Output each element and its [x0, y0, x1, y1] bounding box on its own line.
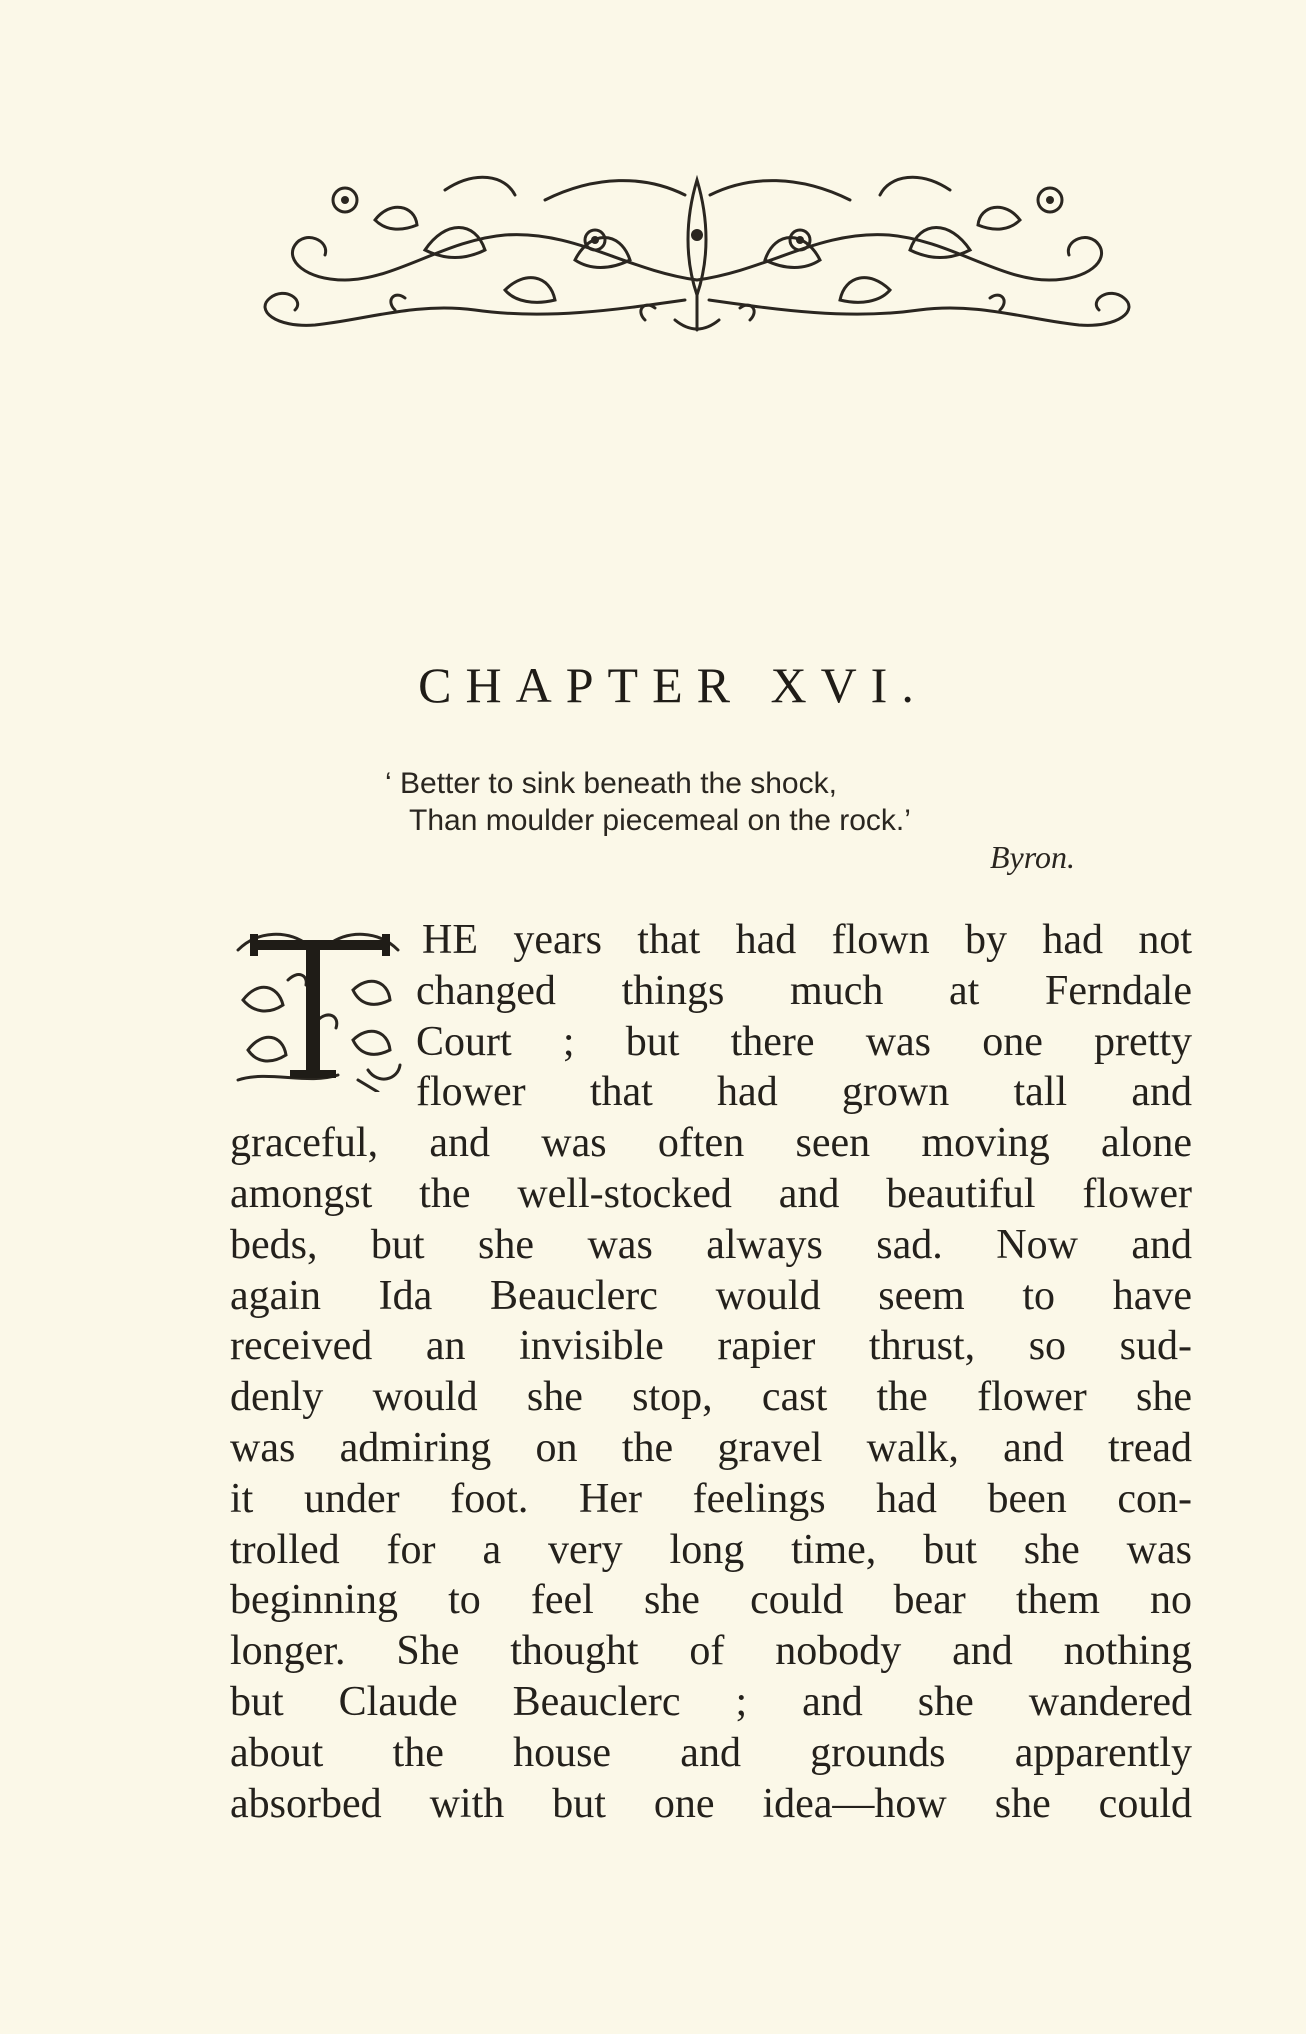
body-line: HE years that had flown by had not	[422, 917, 1192, 963]
body-line: graceful, and was often seen moving alone	[230, 1120, 1192, 1167]
epigraph-attribution: Byron.	[989, 839, 1075, 875]
body-line: again Ida Beauclerc would seem to have	[230, 1272, 1192, 1319]
epigraph-line-1: ‘ Better to sink beneath the shock,	[385, 767, 837, 800]
body-line: amongst the well-stocked and beautiful flower	[230, 1170, 1192, 1217]
dropcap-letter: T	[228, 920, 229, 921]
body-line: longer. She thought of nobody and nothing	[230, 1628, 1192, 1675]
chapter-title: CHAPTER XVI.	[418, 657, 928, 713]
ornamental-headpiece	[245, 160, 1150, 340]
body-line: about the house and grounds apparently	[230, 1729, 1192, 1776]
body-line: beds, but she was always sad. Now and	[230, 1221, 1192, 1268]
body-line: it under foot. Her feelings had been con-	[230, 1475, 1192, 1522]
body-line: received an invisible rapier thrust, so sud-	[230, 1323, 1192, 1370]
body-line: changed things much at Ferndale	[416, 967, 1192, 1014]
body-line: denly would she stop, cast the flower she	[230, 1374, 1192, 1421]
body-line: flower that had grown tall and	[416, 1069, 1192, 1116]
body-line: but Claude Beauclerc ; and she wandered	[230, 1678, 1192, 1725]
epigraph	[385, 765, 1085, 876]
body-line: beginning to feel she could bear them no	[230, 1577, 1192, 1624]
epigraph-line-2: Than moulder piecemeal on the rock.’	[409, 804, 911, 837]
body-line: absorbed with but one idea—how she could	[230, 1780, 1192, 1827]
body-line: Court ; but there was one pretty	[416, 1018, 1192, 1065]
body-text	[230, 915, 1192, 1829]
body-line: trolled for a very long time, but she was	[230, 1526, 1192, 1573]
body-line: was admiring on the gravel walk, and tread	[230, 1424, 1192, 1471]
